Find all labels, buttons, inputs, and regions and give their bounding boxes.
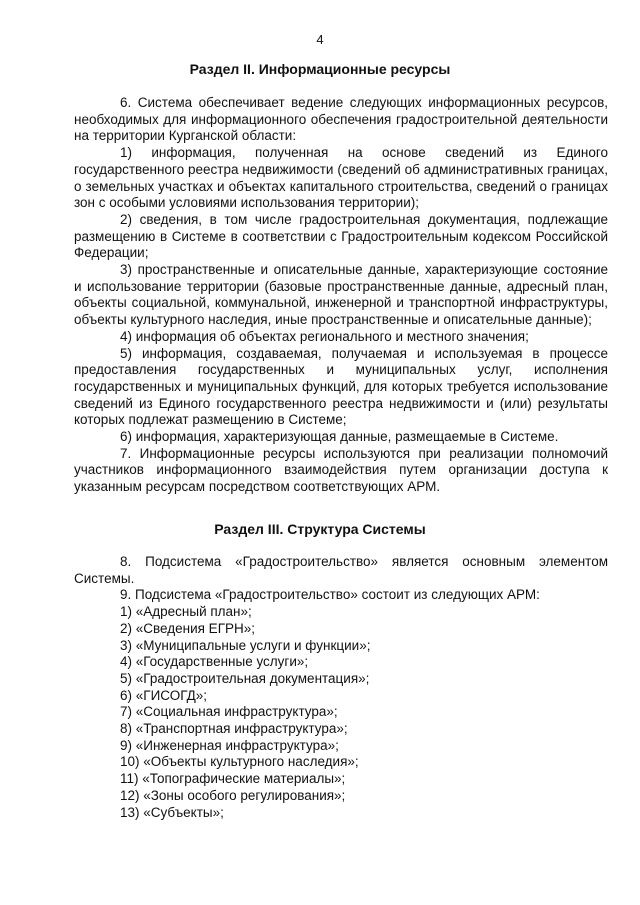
resource-item-2: 2) сведения, в том числе градостроительная документация, подлежащие размещению в Системе в соответствии с Градостроительным кодексом Российской Федерации; <box>74 211 608 261</box>
arm-list-item: 8) «Транспортная инфраструктура»; <box>120 721 348 737</box>
arm-list-item: 6) «ГИСОГД»; <box>120 687 208 703</box>
section-2-heading: Раздел II. Информационные ресурсы <box>189 61 451 77</box>
resource-item-3: 3) пространственные и описательные данные, характеризующие состояние и использование территории (базовые пространственные данные, адресный план, объекты социальной, коммунальной, инженерной и транспортной инфраструктуры, объекты культурного наследия, иные пространственные и описательные данные); <box>74 262 608 328</box>
arm-list-item: 9) «Инженерная инфраструктура»; <box>120 737 339 753</box>
arm-list-item: 11) «Топографические материалы»; <box>120 771 346 787</box>
arm-list-item: 2) «Сведения ЕГРН»; <box>120 620 256 636</box>
paragraph-6: 6. Система обеспечивает ведение следующих информационных ресурсов, необходимых для информационного обеспечения градостроительной деятельности на территории Курганской области: <box>74 95 608 144</box>
arm-list-item: 4) «Государственные услуги»; <box>120 654 309 670</box>
page-number: 4 <box>316 32 324 47</box>
paragraph-9: 9. Подсистема «Градостроительство» состоит из следующих АРМ: <box>120 587 540 603</box>
resource-item-6: 6) информация, характеризующая данные, размещаемые в Системе. <box>120 429 559 445</box>
arm-list-item: 7) «Социальная инфраструктура»; <box>120 704 338 720</box>
arm-list <box>74 604 608 821</box>
arm-list-item: 10) «Объекты культурного наследия»; <box>120 754 359 770</box>
arm-list-item: 13) «Субъекты»; <box>120 804 224 820</box>
resource-item-1: 1) информация, полученная на основе сведений из Единого государственного реестра недвижимости (сведений об административных границах, о земельных участках и объектах капитального строительства, сведений о границах зон с особыми условиями использования территории); <box>74 145 608 211</box>
resource-item-5: 5) информация, создаваемая, получаемая и используемая в процессе предоставления государственных и муниципальных услуг, исполнения государственных и муниципальных функций, для которых требуется использование сведений из Единого государственного реестра недвижимости и (или) результаты которых подлежат размещению в Системе; <box>74 345 608 428</box>
section-3-body <box>74 554 608 821</box>
arm-list-item: 12) «Зоны особого регулирования»; <box>120 787 346 803</box>
paragraph-8: 8. Подсистема «Градостроительство» является основным элементом Системы. <box>74 554 608 586</box>
paragraph-7: 7. Информационные ресурсы используются при реализации полномочий участников информационного взаимодействия путем организации доступа к указанным ресурсам посредством соответствующих АРМ. <box>74 445 608 495</box>
resource-item-4: 4) информация об объектах регионального и местного значения; <box>120 328 529 344</box>
arm-list-item: 1) «Адресный план»; <box>120 604 252 620</box>
arm-list-item: 5) «Градостроительная документация»; <box>120 670 370 686</box>
section-3-heading: Раздел III. Структура Системы <box>214 521 426 537</box>
arm-list-item: 3) «Муниципальные услуги и функции»; <box>120 637 371 653</box>
section-2-body <box>74 95 608 496</box>
